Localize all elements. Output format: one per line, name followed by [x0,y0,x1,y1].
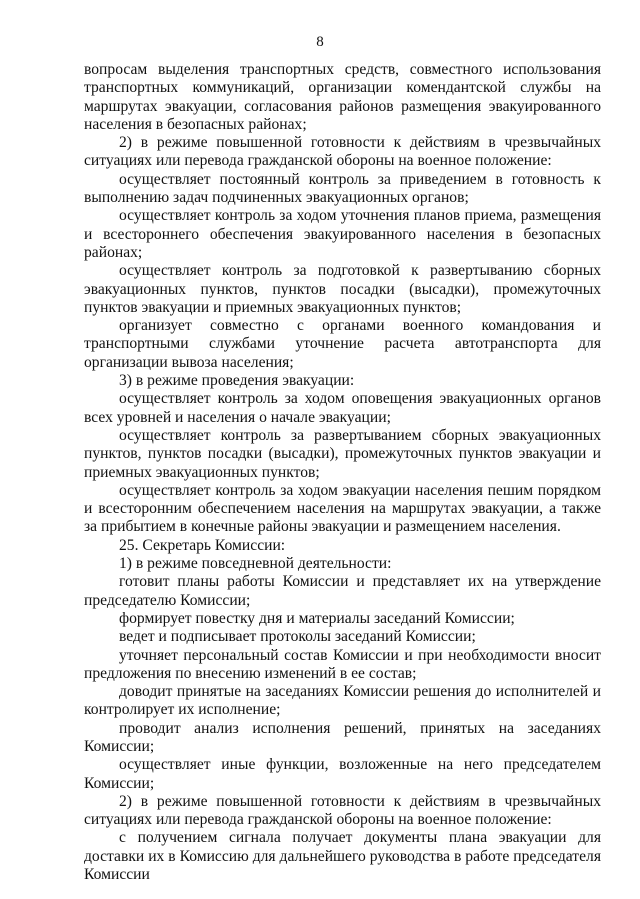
paragraph: осуществляет контроль за ходом уточнения планов приема, размещения и всестороннего обеспечения эвакуированного населения в безопасных районах; [84,207,601,261]
section-heading: 25. Секретарь Комиссии: [119,536,286,554]
paragraph: осуществляет контроль за развертыванием сборных эвакуационных пунктов, пунктов посадки (высадки), промежуточных пунктов эвакуации и приемных эвакуационных пунктов; [84,426,601,481]
document-body [84,61,601,884]
paragraph: готовит планы работы Комиссии и представляет их на утверждение председателю Комиссии; [84,573,601,609]
paragraph: 3) в режиме проведения эвакуации: [119,372,355,390]
paragraph: 2) в режиме повышенной готовности к действиям в чрезвычайных ситуациях или перевода гражданской обороны на военное положение: [84,792,601,829]
paragraph: осуществляет контроль за подготовкой к развертыванию сборных эвакуационных пунктов, пунктов посадки (высадки), промежуточных пунктов эвакуации и приемных эвакуационных пунктов; [84,262,601,316]
paragraph: с получением сигнала получает документы плана эвакуации для доставки их в Комиссию для дальнейшего руководства в работе председателя Комиссии [84,829,601,884]
paragraph: формирует повестку дня и материалы заседаний Комиссии; [119,609,515,627]
paragraph: 2) в режиме повышенной готовности к действиям в чрезвычайных ситуациях или перевода гражданской обороны на военное положение: [84,134,601,170]
paragraph: вопросам выделения транспортных средств, совместного использования транспортных коммуникаций, организации комендантской службы на маршрутах эвакуации, согласования районов размещения эвакуированного населения в безопасных районах; [84,61,601,133]
paragraph: осуществляет контроль за ходом оповещения эвакуационных органов всех уровней и населения о начале эвакуации; [84,390,601,426]
paragraph: осуществляет постоянный контроль за приведением в готовность к выполнению задач подчиненных эвакуационных органов; [84,170,601,207]
paragraph: ведет и подписывает протоколы заседаний Комиссии; [119,628,476,646]
paragraph: проводит анализ исполнения решений, принятых на заседаниях Комиссии; [84,719,601,755]
paragraph: осуществляет иные функции, возложенные на него председателем Комиссии; [84,756,601,792]
paragraph: доводит принятые на заседаниях Комиссии решения до исполнителей и контролирует их исполнение; [84,683,601,719]
paragraph: осуществляет контроль за ходом эвакуации населения пешим порядком и всесторонним обеспечением населения на маршрутах эвакуации, а также за прибытием в конечные районы эвакуации и размещением населения. [84,481,601,536]
paragraph: 1) в режиме повседневной деятельности: [119,555,392,573]
paragraph: уточняет персональный состав Комиссии и при необходимости вносит предложения по внесению изменений в ее состав; [84,646,601,682]
paragraph: организует совместно с органами военного командования и транспортными службами уточнение расчета автотранспорта для организации вывоза населения; [84,317,601,371]
page-number: 8 [316,34,324,50]
